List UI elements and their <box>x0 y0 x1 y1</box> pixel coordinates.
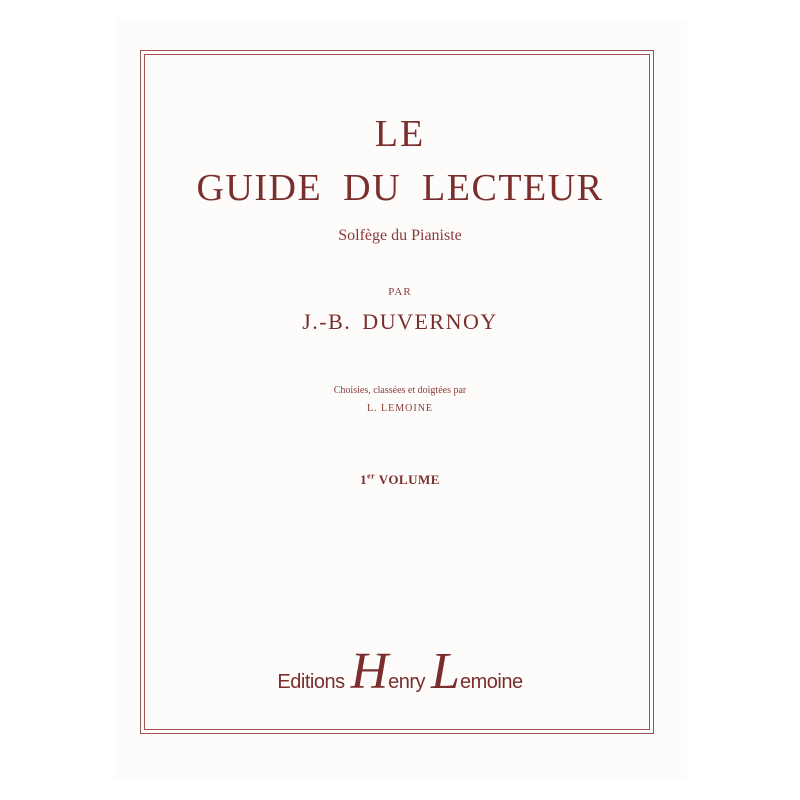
publisher-initial-l: L <box>431 643 460 700</box>
volume-number: 1 <box>360 472 368 487</box>
editor-note: Choisies, classées et doigtées par <box>333 385 467 396</box>
volume-word: VOLUME <box>378 472 440 487</box>
author-name: J.-B. DUVERNOY <box>302 309 498 334</box>
main-title: GUIDE DU LECTEUR <box>196 167 604 209</box>
title-article: LE <box>374 113 426 155</box>
by-label: PAR <box>388 286 412 298</box>
publisher-name-lemoine: emoine <box>459 671 523 693</box>
volume-label <box>0 472 800 488</box>
publisher-initial-h: H <box>350 643 389 700</box>
publisher-logo <box>0 643 800 708</box>
volume-ordinal-suffix: er <box>367 471 376 481</box>
publisher-name-henry: enry <box>388 671 426 693</box>
subtitle: Solfège du Pianiste <box>338 227 462 244</box>
publisher-editions: Editions <box>277 671 345 693</box>
editor-name: L. LEMOINE <box>366 403 434 414</box>
